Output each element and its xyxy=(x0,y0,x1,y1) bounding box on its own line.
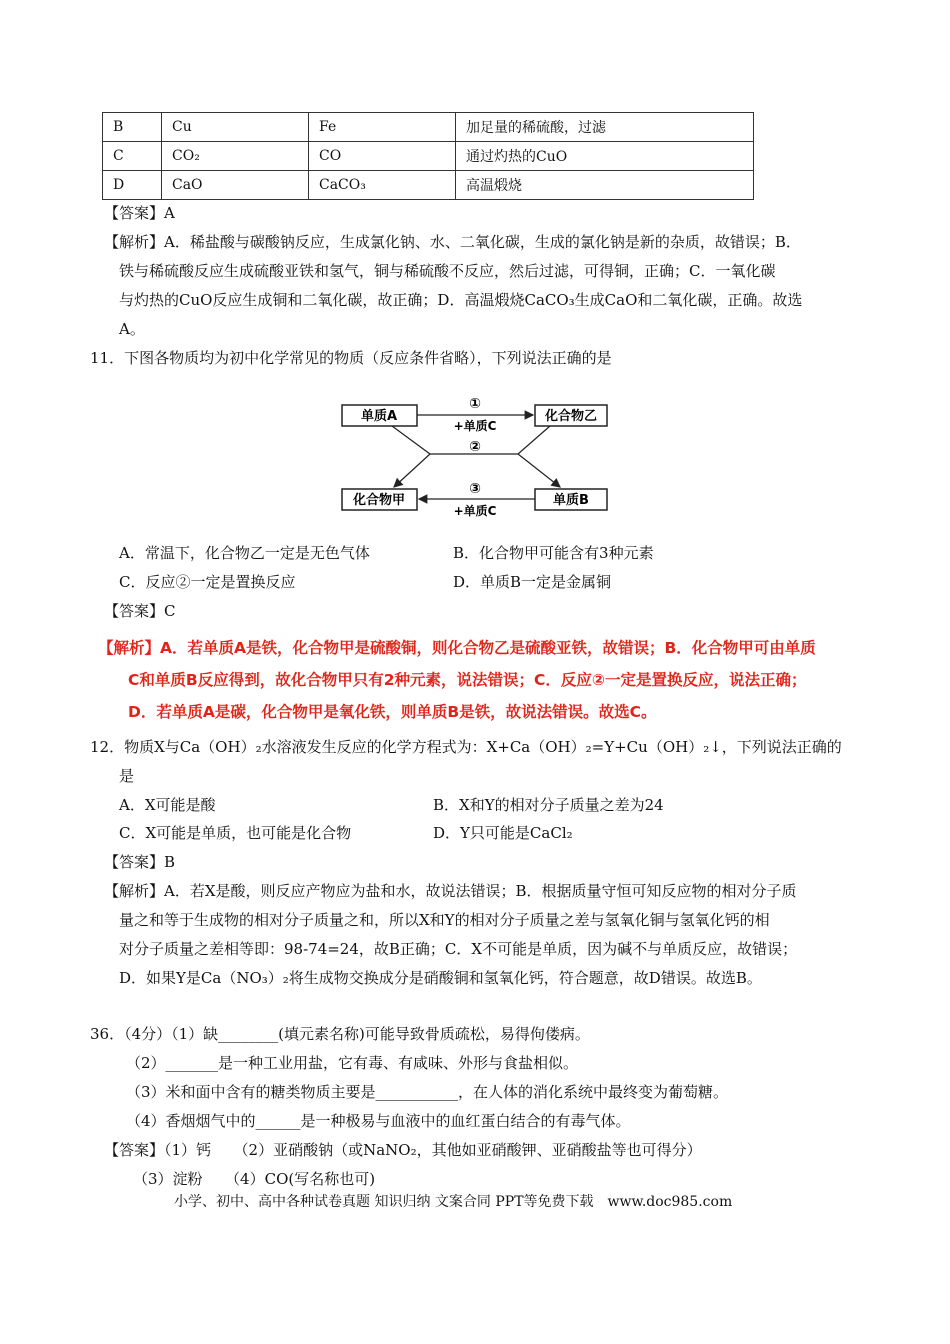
label-compound-jia: 化合物甲 xyxy=(352,493,406,508)
q36-line: （4）香烟烟气中的______是一种极易与血液中的血红蛋白结合的有毒气体。 xyxy=(126,1112,631,1130)
q12-analysis-line: 【解析】A．若X是酸，则反应产物应为盐和水，故说法错误；B．根据质量守恒可知反应物的相对分子质 xyxy=(104,882,797,900)
arrow-reaction-2-to-jia xyxy=(394,454,430,487)
circle-label-2: ② xyxy=(469,439,481,455)
table-row xyxy=(103,171,754,200)
q36-answer: 【答案】（1）钙 （2）亚硝酸钠（或NaNO₂，其他如亚硝酸钾、亚硝酸盐等也可得分） xyxy=(104,1141,702,1159)
table-cell: CO₂ xyxy=(162,142,309,171)
q11-option-c: C．反应②一定是置换反应 xyxy=(119,573,296,591)
q10-answer: 【答案】A xyxy=(104,204,175,222)
label-element-b: 单质B xyxy=(553,493,589,508)
table-cell: CaCO₃ xyxy=(309,171,456,200)
label-compound-yi: 化合物乙 xyxy=(544,409,598,424)
q36-answer-cont: （3）淀粉 （4）CO(写名称也可) xyxy=(133,1170,376,1188)
arrow-reaction-2-to-b xyxy=(518,454,560,487)
label-element-a: 单质A xyxy=(360,409,398,424)
reagent-label-top: +单质C xyxy=(453,419,497,433)
q12-answer: 【答案】B xyxy=(104,853,176,871)
q11-answer: 【答案】C xyxy=(104,602,176,620)
table-row xyxy=(103,113,754,142)
q12-option-a: A．X可能是酸 xyxy=(119,796,216,814)
table-cell: B xyxy=(103,113,162,142)
reagent-label-bottom: +单质C xyxy=(453,504,497,518)
q11-stem: 11．下图各物质均为初中化学常见的物质（反应条件省略），下列说法正确的是 xyxy=(90,349,612,367)
q10-analysis-line: 铁与稀硫酸反应生成硫酸亚铁和氢气，铜与稀硫酸不反应，然后过滤，可得铜，正确；C．一氧化碳 xyxy=(119,262,776,280)
q12-option-b: B．X和Y的相对分子质量之差为24 xyxy=(433,796,664,814)
table-cell: CaO xyxy=(162,171,309,200)
q11-analysis-line: 【解析】A．若单质A是铁，化合物甲是硫酸铜，则化合物乙是硫酸亚铁，故错误；B．化合物甲可由单质 xyxy=(98,639,816,657)
q11-option-d: D．单质B一定是金属铜 xyxy=(453,573,612,591)
q11-option-a: A．常温下，化合物乙一定是无色气体 xyxy=(119,544,370,562)
q36-line: （2）_______是一种工业用盐，它有毒、有咸味、外形与食盐相似。 xyxy=(126,1054,579,1072)
table-cell: C xyxy=(103,142,162,171)
q11-option-b: B．化合物甲可能含有3种元素 xyxy=(453,544,654,562)
q10-analysis-line: 【解析】A．稀盐酸与碳酸钠反应，生成氯化钠、水、二氧化碳，生成的氯化钠是新的杂质，故错误；B． xyxy=(104,233,801,251)
q10-analysis-line: 与灼热的CuO反应生成铜和二氧化碳，故正确；D．高温煅烧CaCO₃生成CaO和二氧化碳，正确。故选 xyxy=(119,291,803,309)
table-cell: D xyxy=(103,171,162,200)
circle-label-1: ① xyxy=(469,396,481,412)
q12-analysis-line: 对分子质量之差相等即：98-74=24，故B正确；C．X不可能是单质，因为碱不与单质反应，故错误； xyxy=(119,940,798,958)
table-cell: 加足量的稀硫酸，过滤 xyxy=(456,113,754,142)
table-cell: CO xyxy=(309,142,456,171)
q12-option-d: D．Y只可能是CaCl₂ xyxy=(433,824,573,842)
options-table xyxy=(102,112,754,200)
reaction-diagram xyxy=(330,388,620,524)
q11-analysis-line: C和单质B反应得到，故化合物甲只有2种元素，说法错误；C．反应②一定是置换反应，说法正确； xyxy=(128,671,807,689)
q12-analysis-line: D．如果Y是Ca（NO₃）₂将生成物交换成分是硝酸铜和氢氧化钙，符合题意，故D错误。故选B。 xyxy=(119,969,762,987)
q11-analysis-line: D．若单质A是碳，化合物甲是氧化铁，则单质B是铁，故说法错误。故选C。 xyxy=(128,703,657,721)
q12-option-c: C．X可能是单质，也可能是化合物 xyxy=(119,824,352,842)
q12-stem: 12．物质X与Ca（OH）₂水溶液发生反应的化学方程式为：X+Ca（OH）₂=Y+Cu（OH）₂↓，下列说法正确的 xyxy=(90,738,842,756)
q10-analysis-line: A。 xyxy=(119,320,145,338)
table-cell: Cu xyxy=(162,113,309,142)
q12-stem-cont: 是 xyxy=(119,767,135,785)
table-cell: 通过灼热的CuO xyxy=(456,142,754,171)
q12-analysis-line: 量之和等于生成物的相对分子质量之和，所以X和Y的相对分子质量之差与氢氧化铜与氢氧化钙的相 xyxy=(119,911,770,929)
q36-line: （3）米和面中含有的糖类物质主要是___________，在人体的消化系统中最终变为葡萄糖。 xyxy=(126,1083,729,1101)
table-row xyxy=(103,142,754,171)
q36-line: 36．（4分）（1）缺________(填元素名称)可能导致骨质疏松，易得佝偻病。 xyxy=(90,1025,590,1043)
circle-label-3: ③ xyxy=(469,481,481,497)
footer-text: 小学、初中、高中各种试卷真题 知识归纳 文案合同 PPT等免费下载 www.doc985.com xyxy=(174,1194,733,1210)
table-cell: Fe xyxy=(309,113,456,142)
table-cell: 高温煅烧 xyxy=(456,171,754,200)
